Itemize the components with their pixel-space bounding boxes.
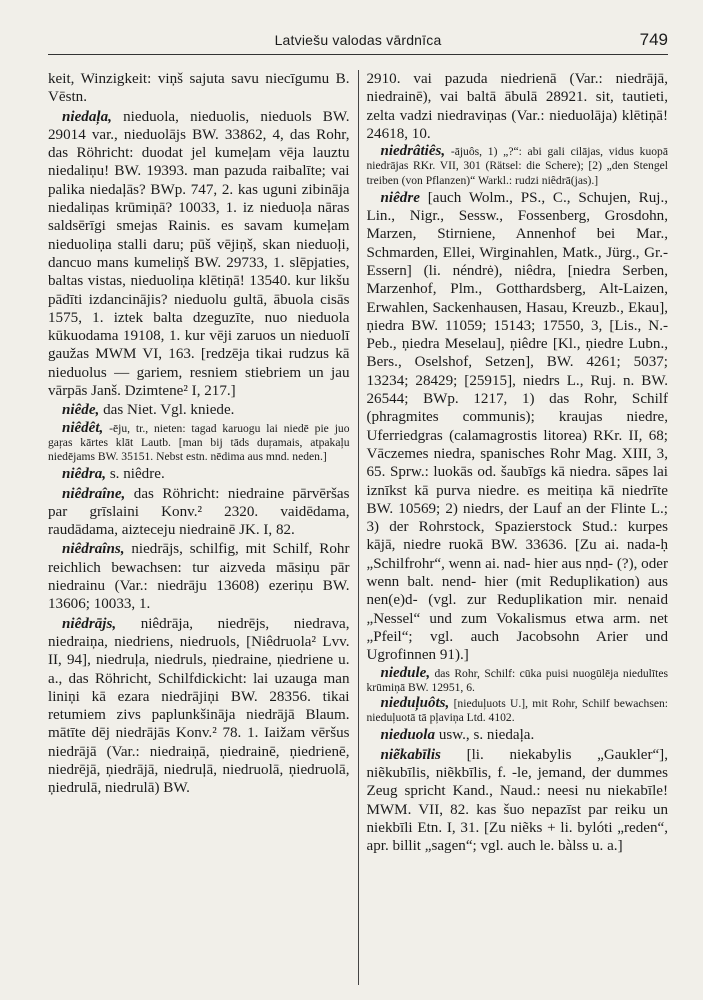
dictionary-entry (48, 485, 350, 540)
dictionary-entry (48, 108, 350, 401)
dictionary-entry (367, 189, 669, 665)
running-title: Latviešu valodas vārdnīca (274, 32, 442, 48)
page-number: 749 (639, 30, 668, 49)
entry-headword: nieduola (380, 727, 436, 744)
dictionary-entry (367, 666, 669, 695)
entry-headword: niêdrājs, (62, 615, 117, 632)
dictionary-entry (48, 540, 350, 613)
entry-headword: niedule, (380, 664, 431, 681)
entry-text: usw., s. niedaļa. (438, 727, 535, 744)
dictionary-entry (48, 401, 350, 419)
entry-text: [nieduļuots U.], mit Rohr, Schilf bewachsen: nieduļuotā tā pļaviņa Ltd. 4102. (366, 696, 668, 725)
entry-headword: niêdêt, (62, 419, 104, 436)
left-column (48, 70, 359, 985)
right-column (359, 70, 669, 985)
dictionary-entry (367, 726, 669, 744)
entry-headword: niẽkabīlis (380, 746, 441, 763)
running-header (48, 30, 668, 55)
entry-headword: niedrâtiês, (380, 143, 446, 160)
entry-text: -ājuôs, 1) „?“: abi gali cilājas, vidus kuopā niedrājas RKr. VII, 301 (Rätsel: die Schere); [2) „den Stengel treiben (von Pflanzen)“ Warkl.: rudzi niêdrā(jas).] (366, 145, 668, 187)
entry-headword: niedaļa, (62, 108, 112, 125)
entry-text: 2910. vai pazuda niedrienā (Var.: niedrājā, niedrainē), vai baltā ābulā 28921. sit, tautieti, zelta vadzi niedraviņas (Var.: nieduolāja) klētiņā! 24618, 10. (366, 71, 668, 142)
entry-text: [li. niekabylis „Gaukler“], niẽkubīlis, niẽkbīlis, f. -le, jemand, der dummes Zeug spricht Kand., Naud.: neesi nu niekabīle! MWM. VII, 82. kas šuo nepazīst par reiku un niekbīli Etn. I, 31. [Zu niẽks + li. bylóti „reden“, apr. billit „sagen“; vgl. auch le. bàlss u. a.] (366, 746, 668, 855)
entry-text: keit, Winzigkeit: viņš sajuta savu niecīgumu B. Vēstn. (48, 71, 350, 106)
dictionary-entry (367, 746, 669, 856)
entry-headword: niêdraîns, (62, 541, 125, 558)
entry-headword: niêdra, (62, 466, 107, 483)
dictionary-entry (48, 615, 350, 798)
entry-headword: niêde, (62, 402, 100, 419)
entry-headword: niêdre (380, 189, 420, 206)
entry-text: niedrājs, schilfig, mit Schilf, Rohr reichlich bewachsen: tur aizveda māsiņu pār niedrainu (Var.: niedrāju 13608) ezeriņu BW. 13606; 10033, 1. (48, 541, 350, 613)
entry-text: -ēju, tr., nieten: tagad karuogu lai niedē pie juo gaŗas kārtes klāt Lautb. [man bij tāds duŗamais, atpakaļu niedējams BW. 35151. Nebst estn. nēdima aus mnd. neden.] (48, 421, 350, 464)
entry-text: [auch Wolm., PS., C., Schujen, Ruj., Lin., Nigr., Sessw., Fossenberg, Grosdohn, Marzen, Stirniene, Annenhof bei Mar., Schmarden, Ellei, Wirginahlen, Matk., Jürg., Gr.-Essern] (li. néndrė), niêdra, [niedra Serben, Marzenhof, Plm., Gotthardsberg, Alt-Laizen, Erwahlen, Sackenhausen, Hasau, Kreuzb., Ekau], ņiedra BW. 11059; 15143; 17550, 3, [Lis., N.-Peb., ņiedra Meselau], ņiêdre [Kl., ņiedre Lubn., Bers., Oselshof, Setzen], BW. 4261; 5037; 13234; 28429; [25915], niedrs L., Ruj. n. BW. 26544; BWp. 1217, 1) das Rohr, Schilf (phragmites communis); kraujas niedre, Uferriedgras (calamagrostis litorea) RKr. II, 68; Vāczemes niedra, spanisches Rohr Mag. XIII, 3, 65. Sprw.: luokās od. šaubīgs kā niedra. sāpes lai iznīkst kā purva niedre. es meitiņa kā niedrīte BW. 10569; 2) niedrs, der Lauf an der Flinte L.; 3) der Rohrstock, Spazierstock Stud.: kurpes kājā, niedre ruokā BW. 33636. [Zu ai. nada-ḥ „Schilfrohr“, wenn ai. nad- hier aus nṇd- (?), oder wenn balt. nend- hier (mit Reduplikation) aus nen(e)d- (vgl. zur Reduplikation mir. nenaid „Nessel“ und zum Vokalismus etwa arm. net „Pfeil“; vgl. auch Jacobsohn Arier und Ugrofinnen 91).] (366, 189, 668, 664)
entry-text: das Rohr, Schilf: cūka puisi nuogūlēja niedulītes krūmiņā BW. 12951, 6. (366, 666, 668, 694)
dictionary-entry (48, 465, 350, 483)
entry-text: das Röhricht: niedraine pārvēršas par grīslaini Konv.² 2320. vaidēdama, raudādama, aizteceju niedrainē JK. I, 82. (48, 485, 350, 539)
entry-text: niêdrāja, niedrējs, niedrava, niedraiņa, niedriens, niedruols, [Niêdruola² Lvv. II, 94], niedruļa, niedruls, ņiedraine, ņiedriene u. a., das Röhricht, Schilfdickicht: lai uzauga man liniņi kā ezara niedrājiņi BW. 28356. tikai retumiem zivs paplunkšināja niedrājā Blaum. mātīte dēj niedrājās Konv.² 78. 1. Iaižam vēršus niedrājā (Var.: niedraiņā, ņiedrainē, ņiedrienē, niedrējā, ņiedrājā, niedruļā, niedruolā, ņiedruolā, ņiedrulā, niedrulā) BW. (48, 615, 350, 797)
entry-headword: nieduļuôts, (380, 694, 450, 711)
dictionary-entry (367, 70, 669, 143)
entry-headword: niêdraîne, (62, 485, 126, 502)
dictionary-entry (48, 70, 350, 107)
entry-text: das Niet. Vgl. kniede. (103, 402, 235, 419)
dictionary-entry (367, 144, 669, 188)
dictionary-entry (48, 421, 350, 465)
entry-text: s. niêdre. (109, 466, 165, 483)
text-columns (48, 70, 668, 985)
dictionary-entry (367, 696, 669, 725)
entry-text: nieduola, nieduolis, nieduols BW. 29014 var., nieduolājs BW. 33862, 4, das Rohr, das Röhricht: duodat jel kumeļam vēja lauztu niedaliņu! BW. 19393. man pazuda raibalīte; vai palika niedaļās? BWp. 747, 2. kas uguni zibināja niedaliņas krūmiņā? 10033, 1. iz nieduoļa nāras saldsērīgi smejas Rainis. es savam kumeļam nieduoliņa stalli daru; pūš vējiņš, skan nieduoļi, dancuo mans kumeliņš BW. 29733, 1. slēpjaties, baltas vistas, nieduoliņa klētiņā! 13540. kur likšu pādīti izdancinājis? nieduolu gultā, ābuola cisās 1575, 1. iztek balta dzeguzīte, nuo nieduola kūkuodama 19108, 1. kur vēji zaruos un nieduolī gaužas MWM VI, 163. [redzēja tikai rudzus kā nieduolus — gariem, resniem stiebriem un jau vārpās Janš. Dzimtene² I, 217.] (48, 108, 350, 400)
